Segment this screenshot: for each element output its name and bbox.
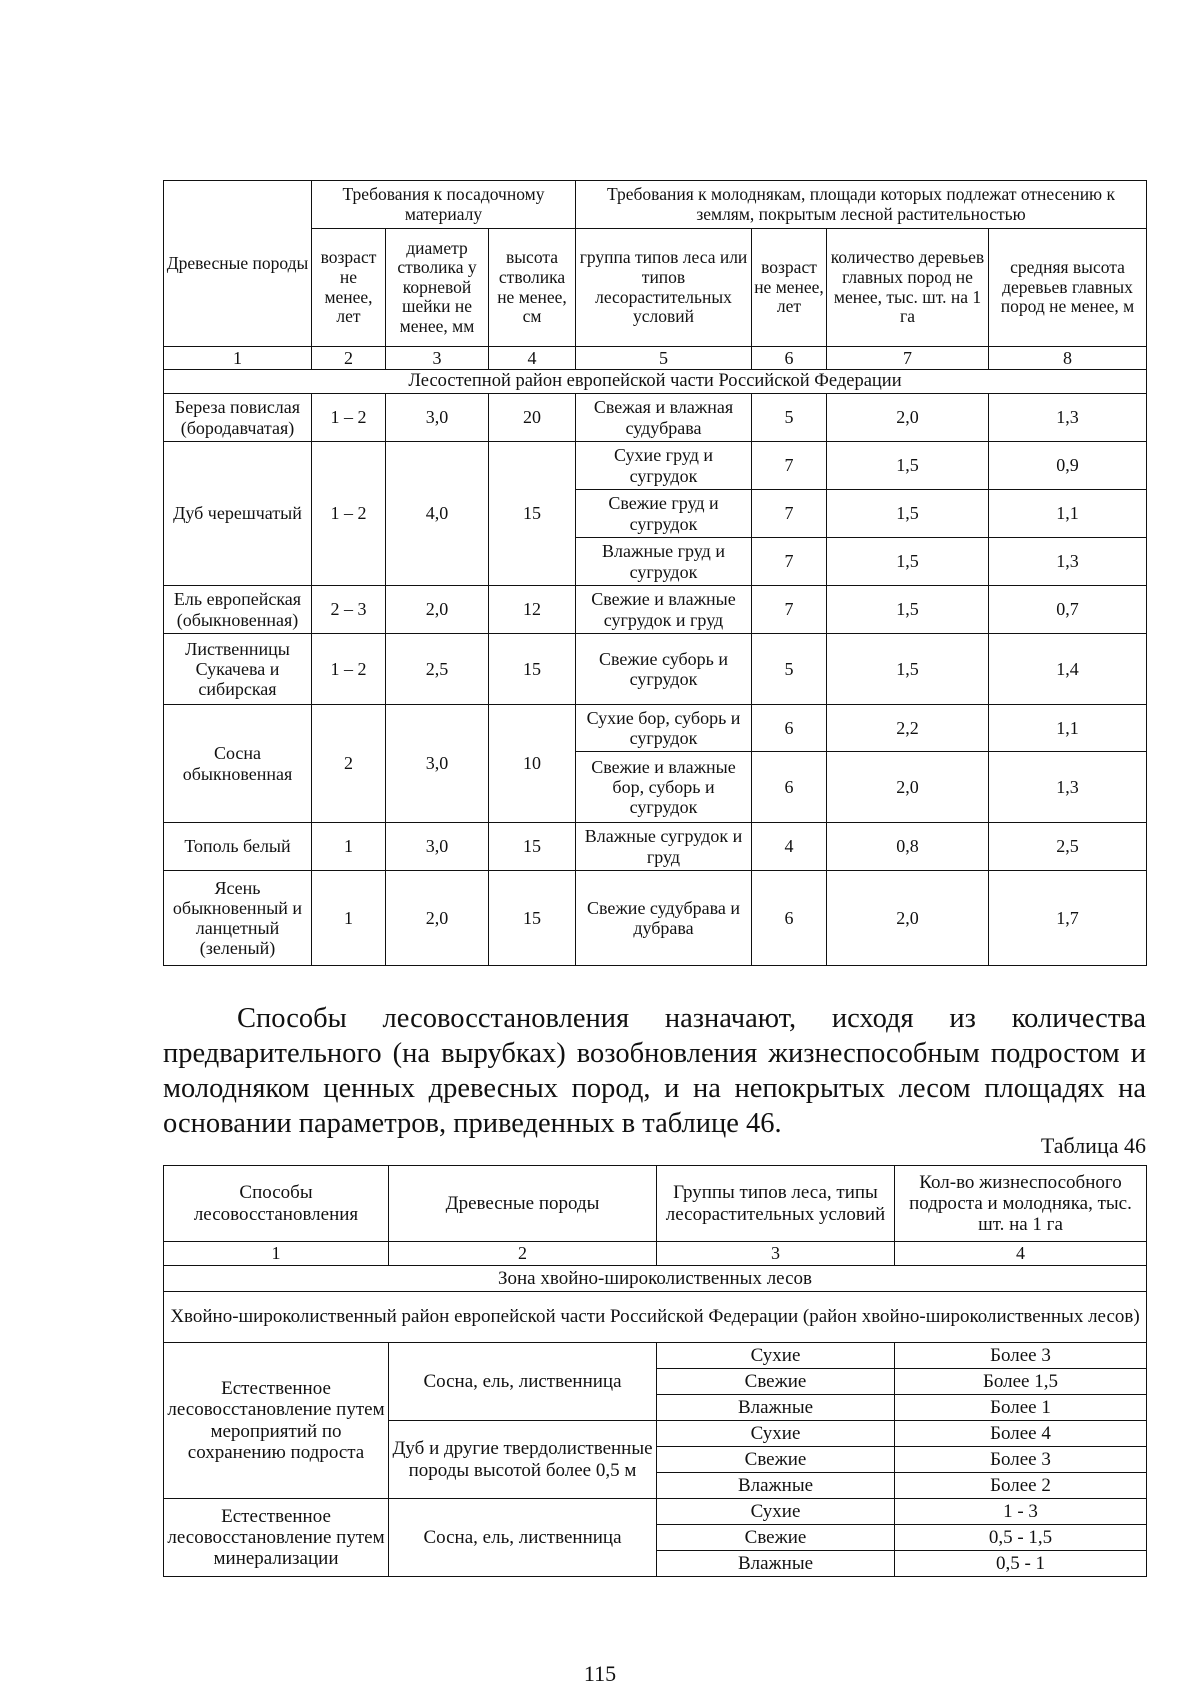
forest-type-cell: Свежая и влажная судубрава [576, 394, 752, 442]
age-cell: 1 – 2 [312, 394, 386, 442]
condition-cell: Свежие [657, 1369, 895, 1395]
section-title: Лесостепной район европейской части Российской Федерации [164, 370, 1147, 394]
young-age-cell: 7 [752, 490, 827, 538]
count-cell: 1,5 [827, 490, 989, 538]
table-planting-requirements [163, 180, 1147, 966]
header-diameter: диаметр стволика у корневой шейки не менее, мм [386, 229, 489, 347]
height-cell: 20 [489, 394, 576, 442]
avg-height-cell: 1,3 [989, 752, 1147, 823]
quantity-cell: Более 4 [895, 1421, 1147, 1447]
table-row [164, 442, 1147, 490]
condition-cell: Свежие [657, 1525, 895, 1551]
age-cell: 1 – 2 [312, 442, 386, 586]
avg-height-cell: 0,7 [989, 586, 1147, 634]
species-cell: Сосна обыкновенная [164, 705, 312, 823]
forest-type-cell: Влажные груд и сугрудок [576, 538, 752, 586]
header-planting-material: Требования к посадочному материалу [312, 181, 576, 229]
count-cell: 2,0 [827, 752, 989, 823]
quantity-cell: Более 1 [895, 1395, 1147, 1421]
column-number: 3 [386, 347, 489, 370]
condition-cell: Сухие [657, 1499, 895, 1525]
count-cell: 1,5 [827, 538, 989, 586]
column-number: 6 [752, 347, 827, 370]
condition-cell: Сухие [657, 1343, 895, 1369]
species-cell: Дуб и другие твердолиственные породы высотой более 0,5 м [389, 1421, 657, 1499]
count-cell: 2,0 [827, 394, 989, 442]
forest-type-cell: Свежие судубрава и дубрава [576, 871, 752, 966]
age-cell: 2 – 3 [312, 586, 386, 634]
species-cell: Ясень обыкновенный и ланцетный (зеленый) [164, 871, 312, 966]
header-forest-type: группа типов леса или типов лесорастительных условий [576, 229, 752, 347]
avg-height-cell: 2,5 [989, 823, 1147, 871]
avg-height-cell: 0,9 [989, 442, 1147, 490]
species-cell: Сосна, ель, лиственница [389, 1343, 657, 1421]
young-age-cell: 7 [752, 442, 827, 490]
header-tree-count: количество деревьев главных пород не менее, тыс. шт. на 1 га [827, 229, 989, 347]
quantity-cell: Более 1,5 [895, 1369, 1147, 1395]
young-age-cell: 5 [752, 634, 827, 705]
diameter-cell: 3,0 [386, 823, 489, 871]
condition-cell: Свежие [657, 1447, 895, 1473]
avg-height-cell: 1,3 [989, 394, 1147, 442]
young-age-cell: 6 [752, 752, 827, 823]
diameter-cell: 2,5 [386, 634, 489, 705]
forest-type-cell: Свежие суборь и сугрудок [576, 634, 752, 705]
region-title: Хвойно-широколиственный район европейской части Российской Федерации (район хвойно-широколиственных лесов) [164, 1292, 1147, 1343]
table-row [164, 1343, 1147, 1369]
forest-type-cell: Свежие и влажные бор, суборь и сугрудок [576, 752, 752, 823]
height-cell: 15 [489, 871, 576, 966]
condition-cell: Сухие [657, 1421, 895, 1447]
avg-height-cell: 1,4 [989, 634, 1147, 705]
column-number: 2 [389, 1242, 657, 1266]
quantity-cell: Более 3 [895, 1343, 1147, 1369]
table-caption: Таблица 46 [1040, 1133, 1146, 1158]
age-cell: 1 – 2 [312, 634, 386, 705]
column-number: 5 [576, 347, 752, 370]
young-age-cell: 6 [752, 871, 827, 966]
column-number: 7 [827, 347, 989, 370]
diameter-cell: 2,0 [386, 586, 489, 634]
paragraph-text: Способы лесовосстановления назначают, исходя из количества предварительного (на вырубках) возобновления жизнеспособным подростом и молодняком ценных древесных пород, и на непокрытых лесом площадях на основании параметров, приведенных в таблице 46. [163, 1003, 1146, 1139]
header-age-planting: возраст не менее, лет [312, 229, 386, 347]
forest-type-cell: Свежие груд и сугрудок [576, 490, 752, 538]
count-cell: 1,5 [827, 634, 989, 705]
height-cell: 15 [489, 634, 576, 705]
table-row [164, 634, 1147, 705]
young-age-cell: 7 [752, 538, 827, 586]
header-young-stands: Требования к молоднякам, площади которых подлежат отнесению к землям, покрытым лесной растительностью [576, 181, 1147, 229]
table-row [164, 705, 1147, 752]
species-cell: Сосна, ель, лиственница [389, 1499, 657, 1577]
forest-type-cell: Сухие груд и сугрудок [576, 442, 752, 490]
header-species: Древесные породы [389, 1166, 657, 1242]
height-cell: 15 [489, 442, 576, 586]
diameter-cell: 3,0 [386, 394, 489, 442]
header-age-young: возраст не менее, лет [752, 229, 827, 347]
column-number: 4 [895, 1242, 1147, 1266]
column-number: 1 [164, 1242, 389, 1266]
species-cell: Береза повислая (бородавчатая) [164, 394, 312, 442]
column-number: 8 [989, 347, 1147, 370]
height-cell: 12 [489, 586, 576, 634]
avg-height-cell: 1,7 [989, 871, 1147, 966]
avg-height-cell: 1,1 [989, 490, 1147, 538]
table-row [164, 1499, 1147, 1525]
age-cell: 1 [312, 871, 386, 966]
avg-height-cell: 1,3 [989, 538, 1147, 586]
young-age-cell: 4 [752, 823, 827, 871]
diameter-cell: 2,0 [386, 871, 489, 966]
height-cell: 10 [489, 705, 576, 823]
species-cell: Ель европейская (обыкновенная) [164, 586, 312, 634]
quantity-cell: Более 3 [895, 1447, 1147, 1473]
species-cell: Дуб черешчатый [164, 442, 312, 586]
count-cell: 2,2 [827, 705, 989, 752]
quantity-cell: 0,5 - 1,5 [895, 1525, 1147, 1551]
young-age-cell: 7 [752, 586, 827, 634]
condition-cell: Влажные [657, 1473, 895, 1499]
zone-title: Зона хвойно-широколиственных лесов [164, 1266, 1147, 1292]
avg-height-cell: 1,1 [989, 705, 1147, 752]
height-cell: 15 [489, 823, 576, 871]
forest-type-cell: Свежие и влажные сугрудок и груд [576, 586, 752, 634]
body-paragraph [163, 1001, 1146, 1141]
diameter-cell: 3,0 [386, 705, 489, 823]
table-row [164, 394, 1147, 442]
table-row [164, 823, 1147, 871]
column-number: 3 [657, 1242, 895, 1266]
age-cell: 1 [312, 823, 386, 871]
method-cell: Естественное лесовосстановление путем минерализации [164, 1499, 389, 1577]
forest-type-cell: Влажные сугрудок и груд [576, 823, 752, 871]
young-age-cell: 5 [752, 394, 827, 442]
method-cell: Естественное лесовосстановление путем мероприятий по сохранению подроста [164, 1343, 389, 1499]
table-row [164, 586, 1147, 634]
young-age-cell: 6 [752, 705, 827, 752]
condition-cell: Влажные [657, 1551, 895, 1577]
column-number: 1 [164, 347, 312, 370]
header-quantity: Кол-во жизнеспособного подроста и молодняка, тыс. шт. на 1 га [895, 1166, 1147, 1242]
quantity-cell: 1 - 3 [895, 1499, 1147, 1525]
count-cell: 1,5 [827, 442, 989, 490]
column-number: 2 [312, 347, 386, 370]
quantity-cell: 0,5 - 1 [895, 1551, 1147, 1577]
species-cell: Тополь белый [164, 823, 312, 871]
table-row [164, 871, 1147, 966]
condition-cell: Влажные [657, 1395, 895, 1421]
page-number: 115 [583, 1661, 617, 1686]
column-number: 4 [489, 347, 576, 370]
header-species: Древесные породы [164, 181, 312, 347]
count-cell: 2,0 [827, 871, 989, 966]
age-cell: 2 [312, 705, 386, 823]
header-average-height: средняя высота деревьев главных пород не менее, м [989, 229, 1147, 347]
count-cell: 1,5 [827, 586, 989, 634]
forest-type-cell: Сухие бор, суборь и сугрудок [576, 705, 752, 752]
species-cell: Лиственницы Сукачева и сибирская [164, 634, 312, 705]
diameter-cell: 4,0 [386, 442, 489, 586]
header-method: Способы лесовосстановления [164, 1166, 389, 1242]
table-reforestation-methods [163, 1165, 1147, 1577]
header-forest-group: Группы типов леса, типы лесорастительных условий [657, 1166, 895, 1242]
quantity-cell: Более 2 [895, 1473, 1147, 1499]
header-height-planting: высота стволика не менее, см [489, 229, 576, 347]
count-cell: 0,8 [827, 823, 989, 871]
